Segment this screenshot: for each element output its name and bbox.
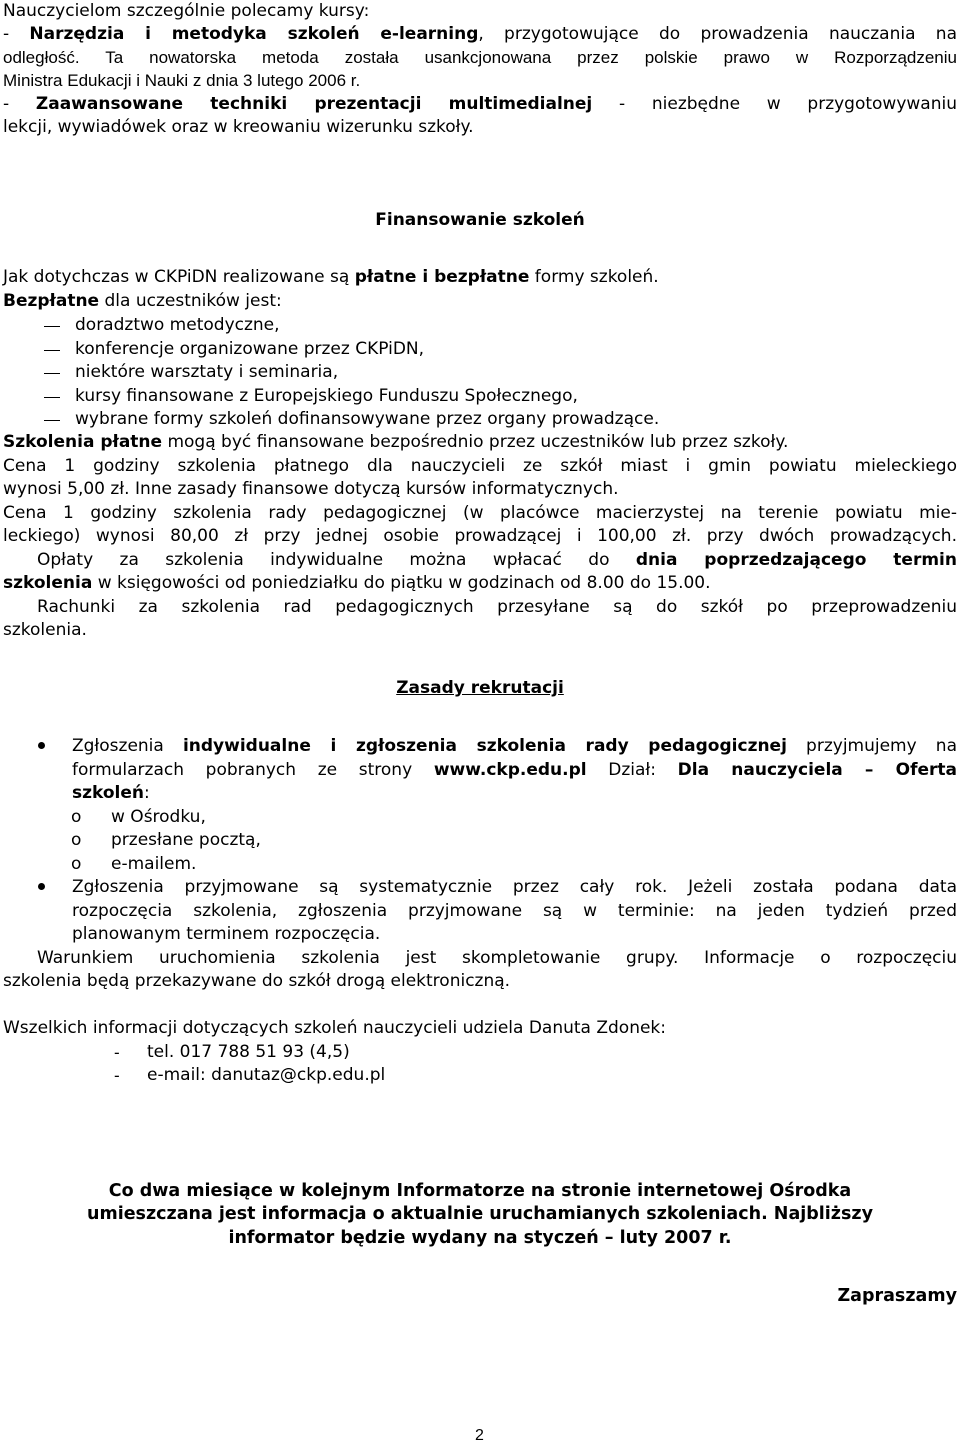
contact-marker: - — [114, 1066, 120, 1085]
closing-note: informator będzie wydany na styczeń – luty 2007 r. — [228, 1228, 732, 1248]
recruit-condition: Warunkiem uruchomienia szkolenia jest skompletowanie grupy. Informacje o rozpoczęciu — [37, 948, 957, 968]
contact-intro: Wszelkich informacji dotyczących szkoleń nauczycieli udziela Danuta Zdonek: — [3, 1018, 667, 1038]
page-number: 2 — [475, 1427, 484, 1444]
dash-marker — [44, 373, 60, 374]
signoff: Zapraszamy — [837, 1286, 957, 1306]
intro-line: lekcji, wywiadówek oraz w kreowaniu wizerunku szkoły. — [3, 117, 474, 137]
closing-note: umieszczana jest informacja o aktualnie uruchamianych szkoleniach. Najbliższy — [87, 1204, 873, 1224]
intro-line: odległość. Ta nowatorska metoda została usankcjonowana przez polskie prawo w Rozporządzeniu — [3, 48, 957, 67]
contact-phone: tel. 017 788 51 93 (4,5) — [147, 1042, 350, 1062]
recruit-bullet-text: planowanym terminem rozpoczęcia. — [72, 924, 381, 944]
cost-text: Cena 1 godziny szkolenia płatnego dla nauczycieli ze szkół miast i gmin powiatu mieleckiego — [3, 456, 957, 476]
intro-line: Ministra Edukacji i Nauki z dnia 3 lutego 2006 r. — [3, 71, 361, 90]
contact-email: e-mail: danutaz@ckp.edu.pl — [147, 1065, 386, 1085]
cost-text: wynosi 5,00 zł. Inne zasady finansowe dotyczą kursów informatycznych. — [3, 479, 619, 499]
cost-text: leckiego) wynosi 80,00 zł przy jednej osobie prowadzącej i 100,00 zł. przy dwóch prowadzących. — [3, 526, 957, 546]
bill-text: szkolenia. — [3, 620, 87, 640]
recruit-bullet-text: Zgłoszenia przyjmowane są systematycznie przez cały rok. Jeżeli została podana data — [72, 877, 957, 897]
bill-text: Rachunki za szkolenia rad pedagogicznych przesyłane są do szkół po przeprowadzeniu — [37, 597, 957, 617]
payment-text: Opłaty za szkolenia indywidualne można wpłacać do dnia poprzedzającego termin — [37, 550, 957, 570]
sub-list-marker: o — [71, 807, 82, 827]
bullet-marker — [38, 742, 45, 749]
dash-marker — [44, 420, 60, 421]
sub-list-item: e-mailem. — [111, 854, 197, 874]
section-heading-finance: Finansowanie szkoleń — [375, 210, 585, 230]
finance-intro: Jak dotychczas w CKPiDN realizowane są płatne i bezpłatne formy szkoleń. — [3, 267, 659, 287]
recruit-bullet-text: formularzach pobranych ze strony www.ckp.edu.pl Dział: Dla nauczyciela – Oferta — [72, 760, 957, 780]
list-item: niektóre warsztaty i seminaria, — [75, 362, 339, 382]
intro-line: Nauczycielom szczególnie polecamy kursy: — [3, 1, 370, 21]
intro-course-multimedia: - Zaawansowane techniki prezentacji multimedialnej - niezbędne w przygotowywaniu — [3, 94, 957, 114]
dash-marker — [44, 397, 60, 398]
contact-marker: - — [114, 1043, 120, 1062]
cost-text: Cena 1 godziny szkolenia rady pedagogicznej (w placówce macierzystej na terenie powiatu mie- — [3, 503, 957, 523]
dash-marker — [44, 326, 60, 327]
sub-list-marker: o — [71, 854, 82, 874]
paid-text: Szkolenia płatne mogą być finansowane bezpośrednio przez uczestników lub przez szkoły. — [3, 432, 789, 452]
list-item: doradztwo metodyczne, — [75, 315, 280, 335]
bullet-marker — [38, 883, 45, 890]
sub-list-item: przesłane pocztą, — [111, 830, 261, 850]
list-item: konferencje organizowane przez CKPiDN, — [75, 339, 425, 359]
recruit-bullet-text: rozpoczęcia szkolenia, zgłoszenia przyjmowane są w terminie: na jeden tydzień przed — [72, 901, 957, 921]
recruit-bullet-text: szkoleń: — [72, 783, 150, 803]
sub-list-marker: o — [71, 830, 82, 850]
recruit-bullet-text: Zgłoszenia indywidualne i zgłoszenia szkolenia rady pedagogicznej przyjmujemy na — [72, 736, 957, 756]
sub-list-item: w Ośrodku, — [111, 807, 206, 827]
list-item: wybrane formy szkoleń dofinansowywane przez organy prowadzące. — [75, 409, 660, 429]
intro-course-elearning: - Narzędzia i metodyka szkoleń e-learning, przygotowujące do prowadzenia nauczania na — [3, 24, 957, 44]
free-heading: Bezpłatne dla uczestników jest: — [3, 291, 282, 311]
recruit-condition: szkolenia będą przekazywane do szkół drogą elektroniczną. — [3, 971, 511, 991]
list-item: kursy finansowane z Europejskiego Funduszu Społecznego, — [75, 386, 578, 406]
closing-note: Co dwa miesiące w kolejnym Informatorze na stronie internetowej Ośrodka — [108, 1181, 852, 1201]
section-heading-recruitment: Zasady rekrutacji — [396, 678, 564, 698]
dash-marker — [44, 350, 60, 351]
payment-text: szkolenia w księgowości od poniedziałku do piątku w godzinach od 8.00 do 15.00. — [3, 573, 711, 593]
